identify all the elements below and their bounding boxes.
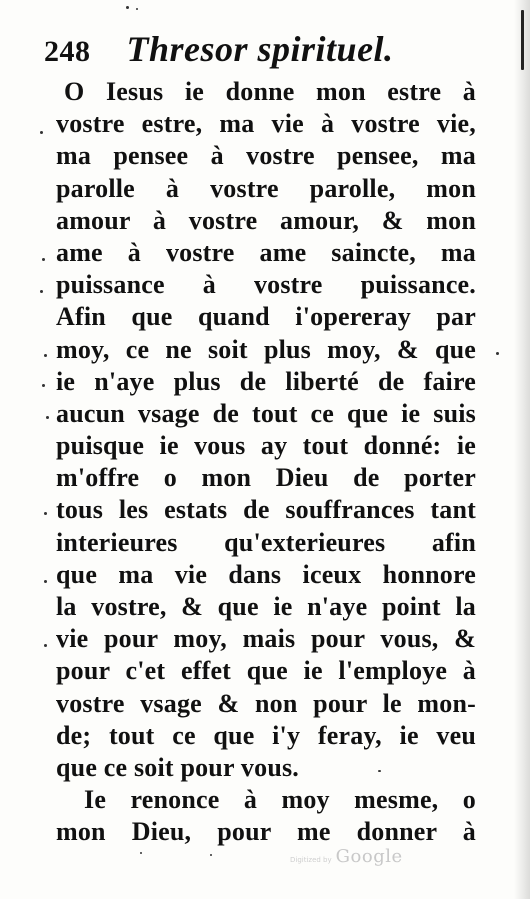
watermark-prefix: Digitized by <box>290 856 332 864</box>
text-line: mon Dieu, pour me donner à <box>56 817 476 847</box>
page-number: 248 <box>44 35 91 68</box>
text-line: interieures qu'exterieures afin <box>56 527 476 557</box>
text-line: vie pour moy, mais pour vous, & <box>56 624 476 654</box>
text-line: puisque ie vous ay tout donné: ie <box>56 431 476 461</box>
text-line: aucun vsage de tout ce que ie suis <box>56 398 476 428</box>
text-line: de; tout ce que i'y feray, ie veu <box>56 720 476 750</box>
text-line: tous les estats de souffrances tant <box>56 495 476 525</box>
body-text <box>56 76 476 849</box>
page-header <box>44 28 474 72</box>
text-line: m'offre o mon Dieu de porter <box>56 463 476 493</box>
text-line: la vostre, & que ie n'aye point la <box>56 592 476 621</box>
text-line: ame à vostre ame saincte, ma <box>56 237 476 267</box>
running-title: Thresor spirituel. <box>126 29 394 69</box>
text-line: parolle à vostre parolle, mon <box>56 173 476 203</box>
google-watermark <box>290 846 403 867</box>
text-line: pour c'et effet que ie l'employe à <box>56 656 476 686</box>
page-edge-shadow <box>514 0 530 899</box>
text-line: que ma vie dans iceux honnore <box>56 559 476 589</box>
text-line: amour à vostre amour, & mon <box>56 205 476 235</box>
text-line: ma pensee à vostre pensee, ma <box>56 141 476 171</box>
google-logo: Google <box>335 846 403 867</box>
text-line: Ie renonce à moy mesme, o <box>84 785 476 815</box>
text-line: que ce soit pour vous. <box>56 752 300 782</box>
text-line: vostre estre, ma vie à vostre vie, <box>56 109 476 139</box>
text-line: vostre vsage & non pour le mon- <box>56 688 476 718</box>
text-line: ie n'aye plus de liberté de faire <box>56 366 476 396</box>
text-line: O Iesus ie donne mon estre à <box>64 77 476 106</box>
text-line: puissance à vostre puissance. <box>56 270 476 300</box>
text-line: Afin que quand i'opereray par <box>56 302 476 332</box>
text-line: moy, ce ne soit plus moy, & que <box>56 334 476 364</box>
